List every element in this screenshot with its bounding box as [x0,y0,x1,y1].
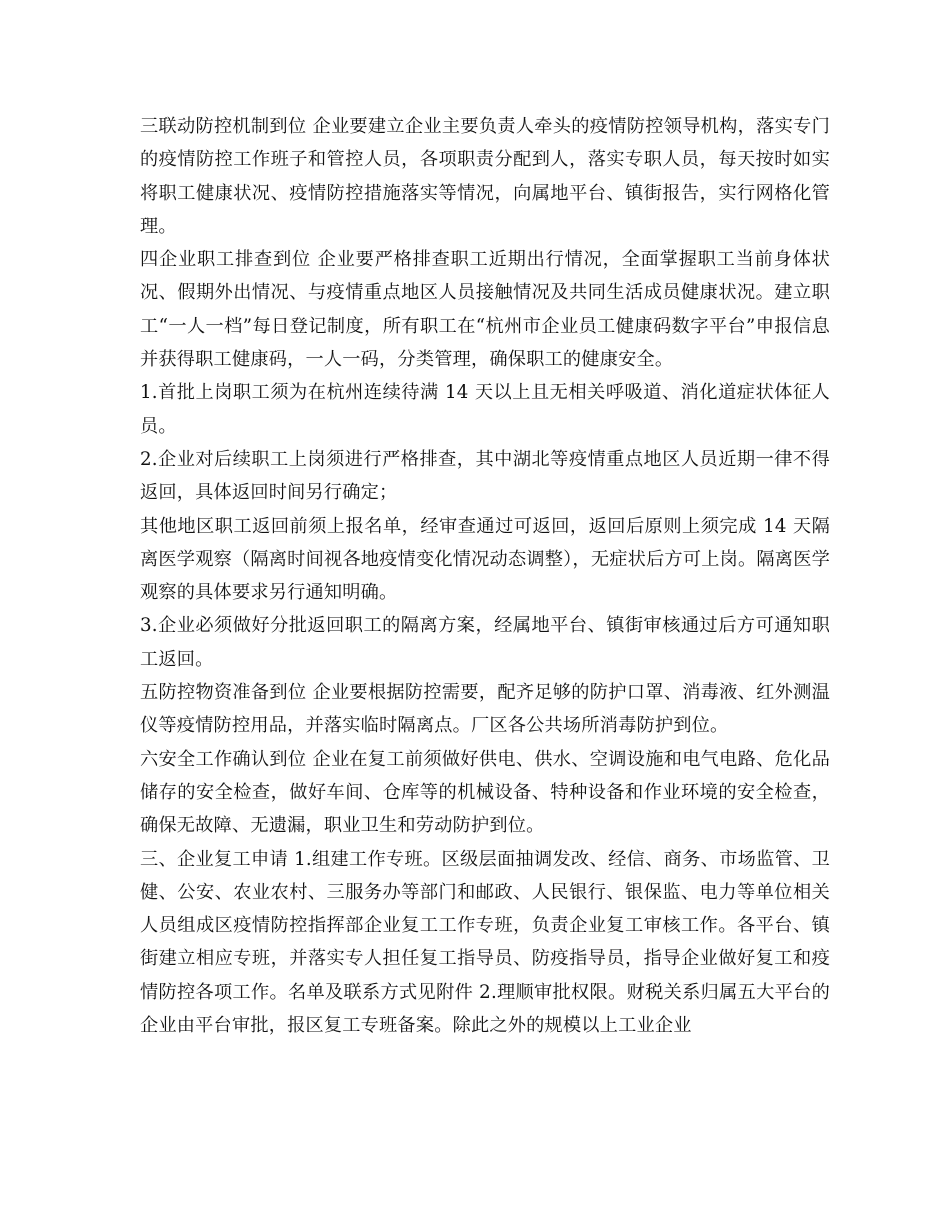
paragraph-supplies: 五防控物资准备到位 企业要根据防控需要，配齐足够的防护口罩、消毒液、红外测温仪等疫情防控用品，并落实临时隔离点。厂区各公共场所消毒防护到位。 [140,682,830,737]
paragraph-employee-screening: 四企业职工排查到位 企业要严格排查职工近期出行情况，全面掌握职工当前身体状况、假期外出情况、与疫情重点地区人员接触情况及共同生活成员健康状况。建立职工“一人一档”每日登记制度，所有职工在“杭州市企业员工健康码数字平台”申报信息并获得职工健康码，一人一码，分类管理，确保职工的健康安全。 [140,249,830,371]
paragraph-isolation-plan: 3.企业必须做好分批返回职工的隔离方案，经属地平台、镇街审核通过后方可通知职工返回。 [140,615,830,670]
paragraph-first-batch: 1.首批上岗职工须为在杭州连续待满 14 天以上且无相关呼吸道、消化道症状体征人员。 [140,382,830,437]
paragraph-resumption-application: 三、企业复工申请 1.组建工作专班。区级层面抽调发改、经信、商务、市场监管、卫健、公安、农业农村、三服务办等部门和邮政、人民银行、银保监、电力等单位相关人员组成区疫情防控指挥部企业复工工作专班，负责企业复工审核工作。各平台、镇街建立相应专班，并落实专人担任复工指导员、防疫指导员，指导企业做好复工和疫情防控各项工作。名单及联系方式见附件 2.理顺审批权限。财税关系归属五大平台的企业由平台审批，报区复工专班备案。除此之外的规模以上工业企业 [140,848,830,1037]
paragraph-linkage-mechanism: 三联动防控机制到位 企业要建立企业主要负责人牵头的疫情防控领导机构，落实专门的疫情防控工作班子和管控人员，各项职责分配到人，落实专职人员，每天按时如实将职工健康状况、疫情防控措施落实等情况，向属地平台、镇街报告，实行网格化管理。 [140,116,830,237]
paragraph-follow-up-screening: 2.企业对后续职工上岗须进行严格排查，其中湖北等疫情重点地区人员近期一律不得返回，具体返回时间另行确定； [140,448,830,504]
document-page [140,110,830,1042]
paragraph-other-regions: 其他地区职工返回前须上报名单，经审查通过可返回，返回后原则上须完成 14 天隔离医学观察（隔离时间视各地疫情变化情况动态调整），无症状后方可上岗。隔离医学观察的具体要求另行通知明确。 [140,515,830,604]
paragraph-safety-check: 六安全工作确认到位 企业在复工前须做好供电、供水、空调设施和电气电路、危化品储存的安全检查，做好车间、仓库等的机械设备、特种设备和作业环境的安全检查，确保无故障、无遗漏，职业卫生和劳动防护到位。 [140,748,830,837]
